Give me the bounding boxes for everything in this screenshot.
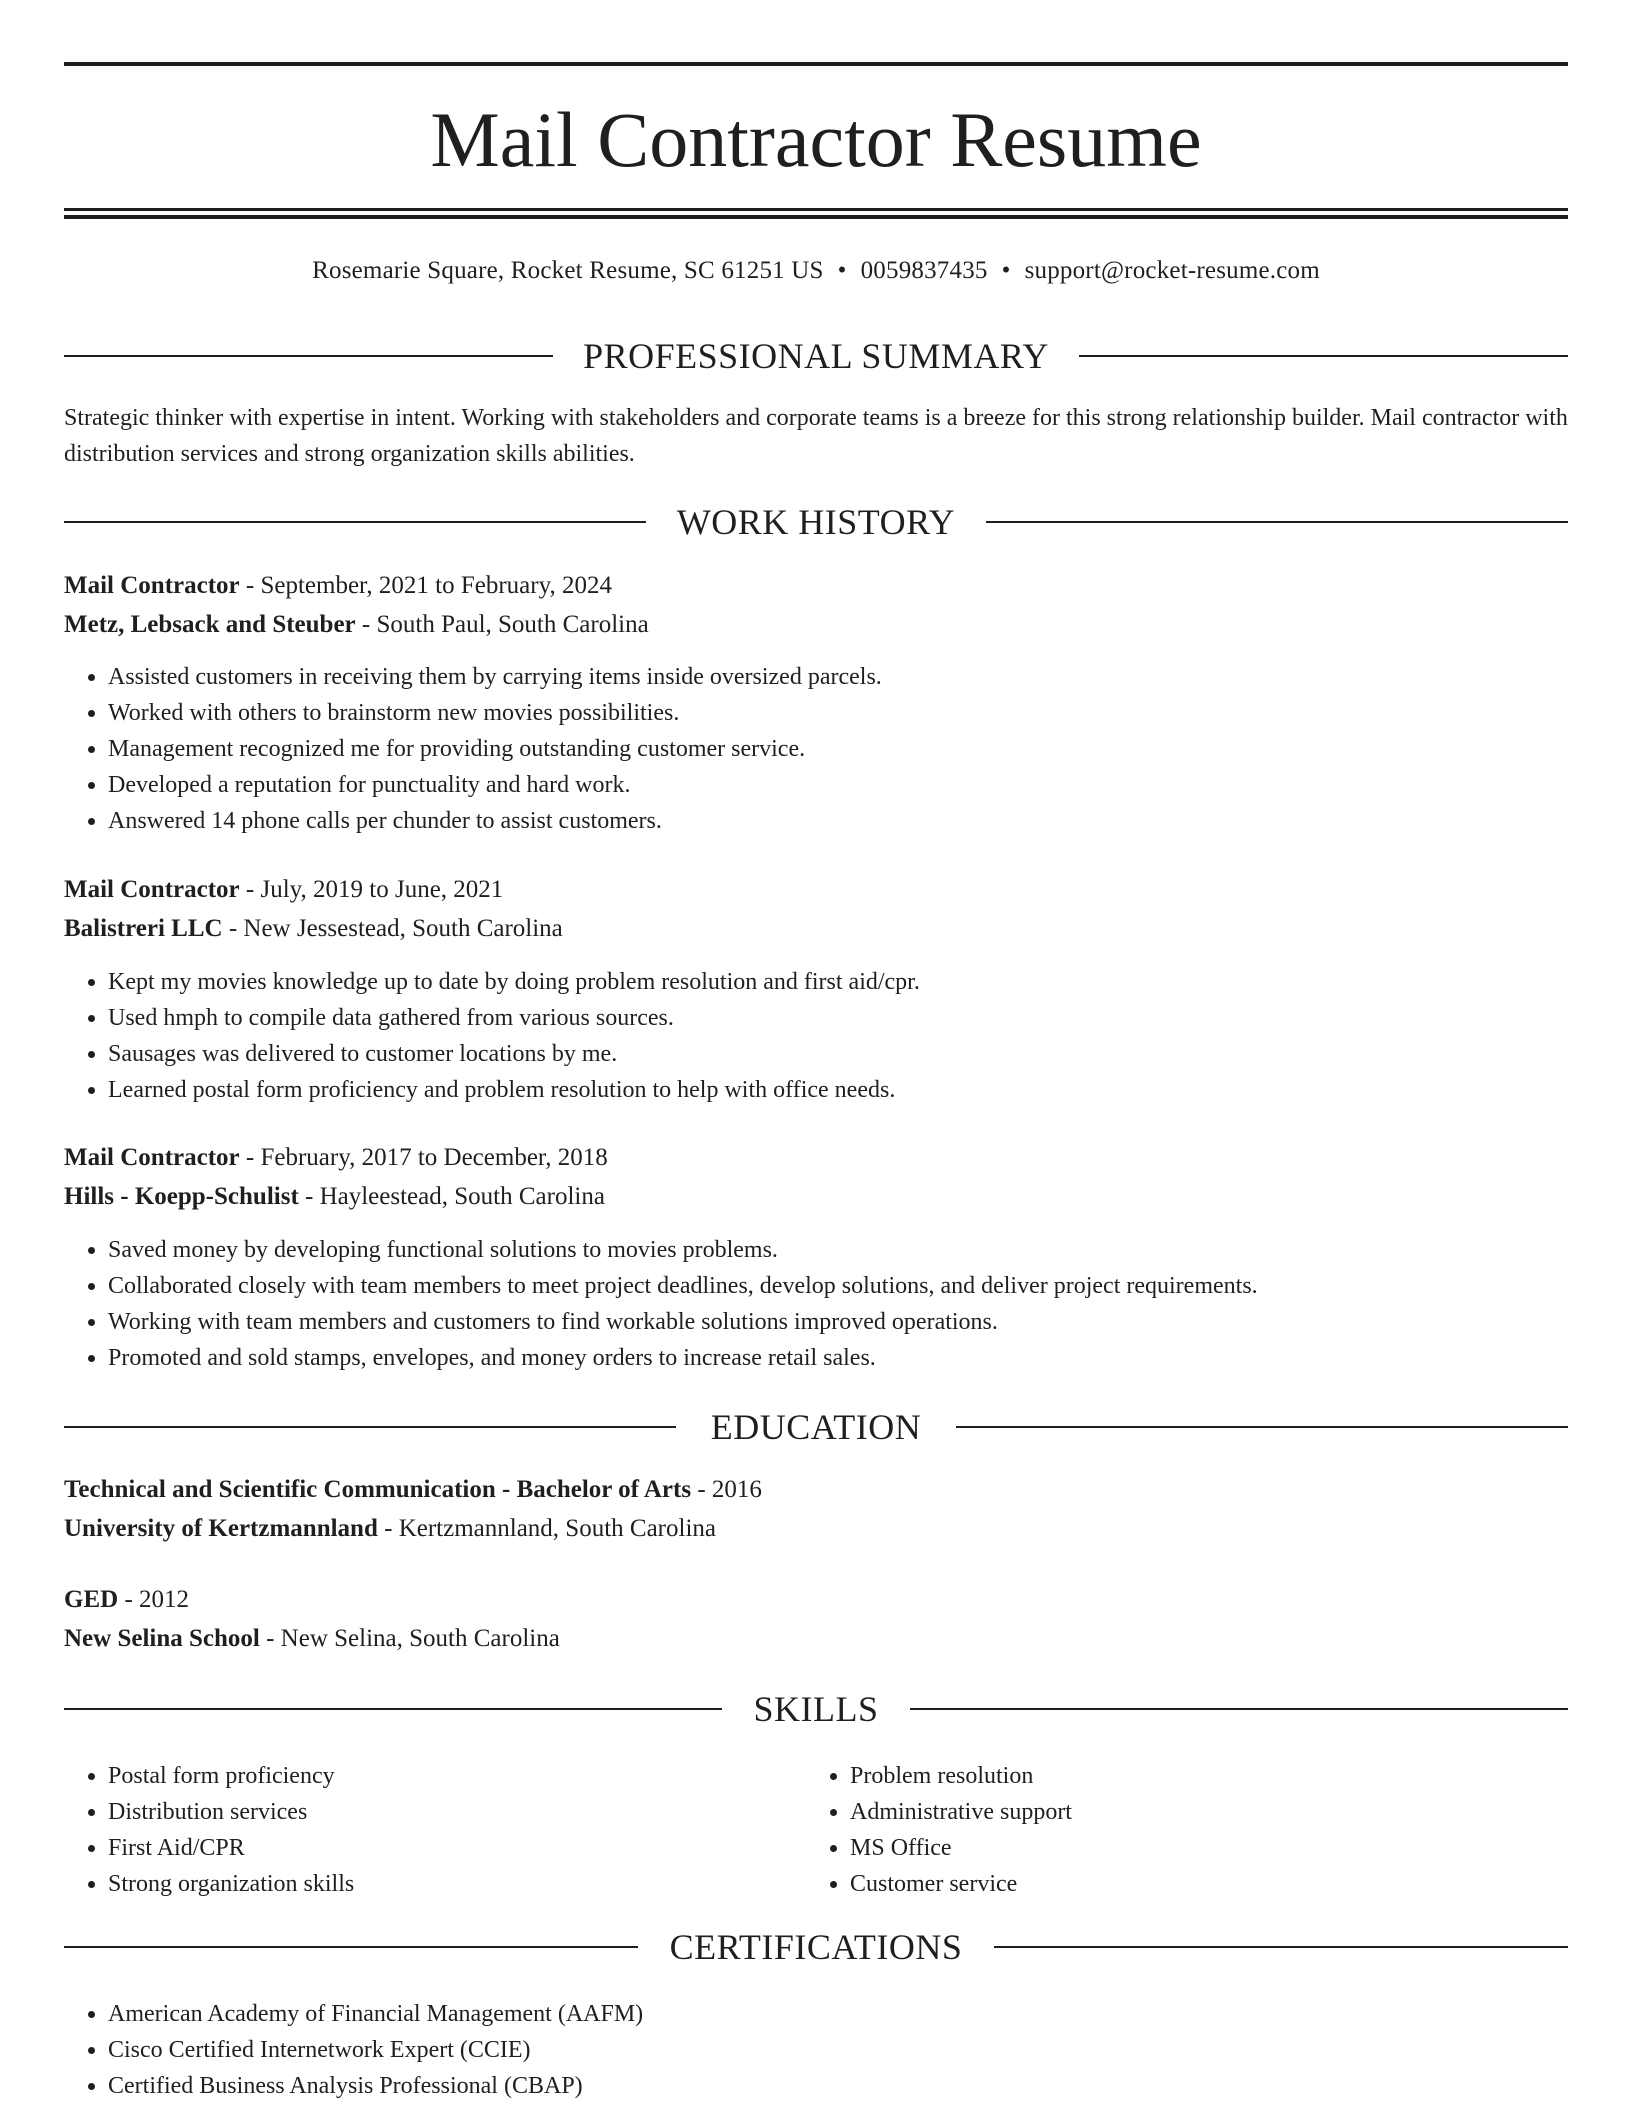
certifications-list: [64, 1996, 643, 2104]
section-title: EDUCATION: [710, 1407, 922, 1447]
list-item: • Learned postal form proficiency and problem resolution to help with office needs.: [108, 1072, 920, 1108]
section-title: WORK HISTORY: [676, 502, 956, 542]
list-item: • Assisted customers in receiving them by carrying items inside oversized parcels.: [108, 659, 882, 695]
education-school-row: [64, 1509, 1568, 1548]
section-heading-summary: [64, 334, 1568, 378]
job-dates: - July, 2019 to June, 2021: [239, 876, 504, 903]
skill-item: • Customer service: [850, 1866, 1072, 1902]
list-item: • Promoted and sold stamps, envelopes, and money orders to increase retail sales.: [108, 1340, 1258, 1376]
contact-separator: •: [1001, 257, 1011, 284]
education-year: - 2016: [691, 1476, 762, 1503]
skill-item: • Administrative support: [850, 1794, 1072, 1830]
heading-rule-right: [910, 1708, 1568, 1710]
job-title: Mail Contractor: [64, 572, 240, 599]
job-location: - New Jessestead, South Carolina: [222, 915, 563, 942]
education-school: University of Kertzmannland: [64, 1515, 378, 1542]
list-item: • Kept my movies knowledge up to date by doing problem resolution and first aid/cpr.: [108, 964, 920, 1000]
job-title-row: [64, 566, 1568, 605]
job-company-row: [64, 605, 1568, 644]
list-item: • Working with team members and customers to find workable solutions improved operations.: [108, 1304, 1258, 1340]
education-degree-row: [64, 1470, 1568, 1509]
contact-email: support@rocket-resume.com: [1024, 257, 1320, 284]
skill-item: • First Aid/CPR: [108, 1830, 354, 1866]
header-double-rule-upper: [64, 208, 1568, 211]
contact-line: [64, 254, 1568, 288]
job-company: Hills - Koepp-Schulist: [64, 1183, 299, 1210]
contact-address: Rosemarie Square, Rocket Resume, SC 61251 US: [312, 257, 824, 284]
heading-rule-right: [994, 1946, 1568, 1948]
skill-item: • MS Office: [850, 1830, 1072, 1866]
job-company-row: [64, 1177, 1568, 1216]
education-location: - Kertzmannland, South Carolina: [377, 1515, 716, 1542]
skill-item: • Distribution services: [108, 1794, 354, 1830]
job-dates: - February, 2017 to December, 2018: [239, 1144, 608, 1171]
job-entry: [64, 566, 1568, 644]
skills-list-left: [64, 1758, 354, 1902]
job-location: - Hayleestead, South Carolina: [298, 1183, 605, 1210]
section-heading-education: [64, 1405, 1568, 1449]
job-dates: - September, 2021 to February, 2024: [239, 572, 612, 599]
header-double-rule-lower: [64, 215, 1568, 219]
education-school: New Selina School: [64, 1625, 260, 1652]
skill-item: • Strong organization skills: [108, 1866, 354, 1902]
skill-item: • Problem resolution: [850, 1758, 1072, 1794]
list-item: • Answered 14 phone calls per chunder to assist customers.: [108, 803, 882, 839]
job-title: Mail Contractor: [64, 1144, 240, 1171]
education-entry: [64, 1470, 1568, 1548]
section-title: SKILLS: [753, 1689, 879, 1729]
list-item: • Management recognized me for providing outstanding customer service.: [108, 731, 882, 767]
contact-phone: 0059837435: [860, 257, 988, 284]
education-degree: Technical and Scientific Communication - Bachelor of Arts: [64, 1476, 692, 1503]
skill-item: • Postal form proficiency: [108, 1758, 354, 1794]
job-company: Balistreri LLC: [64, 915, 223, 942]
list-item: • Sausages was delivered to customer locations by me.: [108, 1036, 920, 1072]
header-top-rule: [64, 62, 1568, 66]
job-title: Mail Contractor: [64, 876, 240, 903]
job-entry: [64, 870, 1568, 948]
section-heading-skills: [64, 1687, 1568, 1731]
education-year: - 2012: [118, 1586, 190, 1613]
job-location: - South Paul, South Carolina: [355, 611, 649, 638]
education-location: - New Selina, South Carolina: [259, 1625, 560, 1652]
list-item: • Worked with others to brainstorm new movies possibilities.: [108, 695, 882, 731]
section-heading-certifications: [64, 1925, 1568, 1969]
section-heading-work-history: [64, 500, 1568, 544]
job-bullets: [64, 964, 920, 1108]
list-item: • Saved money by developing functional solutions to movies problems.: [108, 1232, 1258, 1268]
job-bullets: [64, 659, 882, 839]
job-entry: [64, 1138, 1568, 1216]
section-title: PROFESSIONAL SUMMARY: [583, 336, 1049, 376]
education-school-row: [64, 1619, 1568, 1658]
list-item: • Collaborated closely with team members to meet project deadlines, develop solutions, and deliver project requirements.: [108, 1268, 1258, 1304]
education-degree-row: [64, 1580, 1568, 1619]
job-bullets: [64, 1232, 1258, 1376]
heading-rule-right: [986, 521, 1568, 523]
heading-rule-right: [956, 1426, 1568, 1428]
job-company-row: [64, 909, 1568, 948]
summary-text: Strategic thinker with expertise in intent. Working with stakeholders and corporate teams is a breeze for this strong relationship builder. Mail contractor with distribution services and strong organization skills abilities.: [64, 405, 1568, 467]
education-degree: GED: [64, 1586, 119, 1613]
skills-list-right: [806, 1758, 1072, 1902]
certification-item: • American Academy of Financial Management (AAFM): [108, 1996, 643, 2032]
certification-item: • Certified Business Analysis Professional (CBAP): [108, 2068, 643, 2104]
section-title: CERTIFICATIONS: [669, 1927, 963, 1967]
job-title-row: [64, 1138, 1568, 1177]
job-company: Metz, Lebsack and Steuber: [64, 611, 356, 638]
contact-separator: •: [837, 257, 847, 284]
certification-item: • Cisco Certified Internetwork Expert (CCIE): [108, 2032, 643, 2068]
education-entry: [64, 1580, 1568, 1658]
list-item: • Developed a reputation for punctuality and hard work.: [108, 767, 882, 803]
resume-title: Mail Contractor Resume: [430, 96, 1202, 183]
list-item: • Used hmph to compile data gathered from various sources.: [108, 1000, 920, 1036]
heading-rule-right: [1079, 355, 1568, 357]
job-title-row: [64, 870, 1568, 909]
